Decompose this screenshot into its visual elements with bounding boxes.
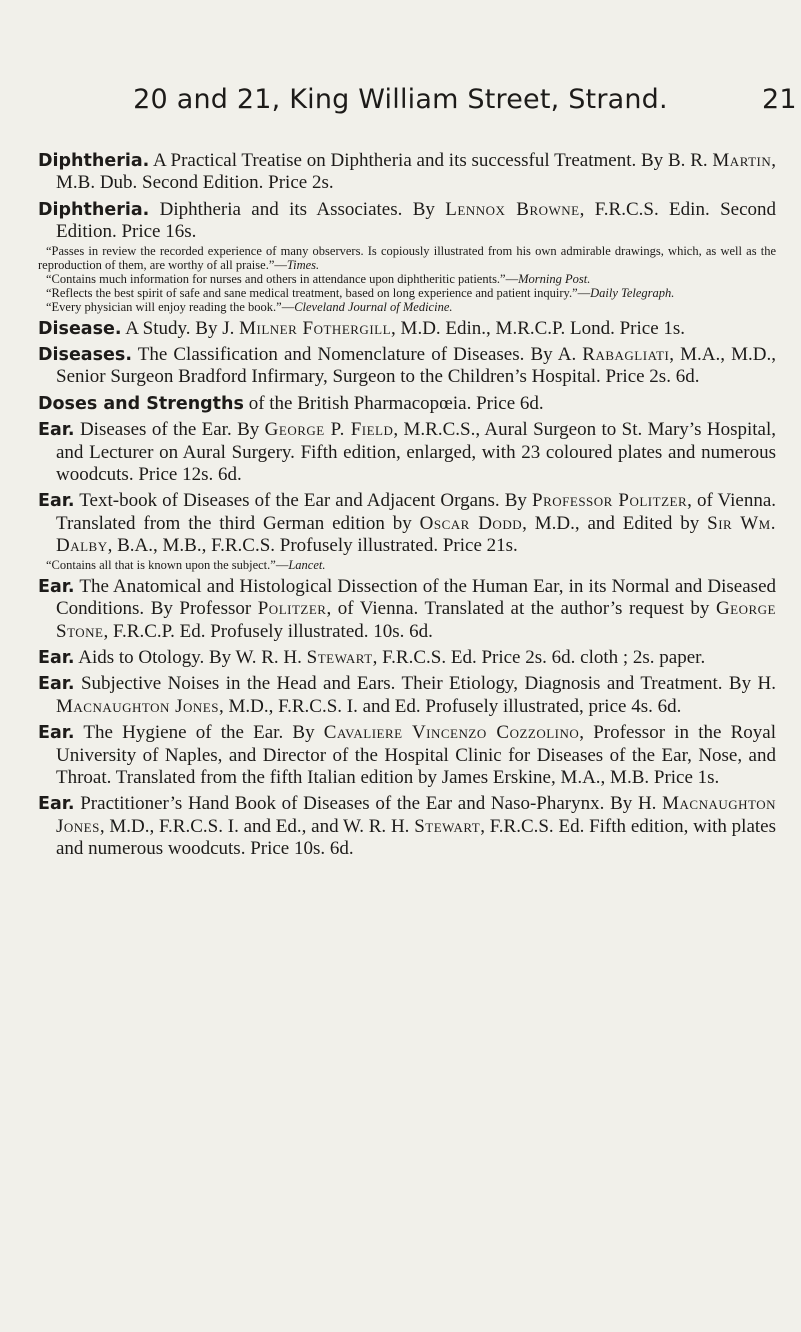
entry-description bbox=[38, 393, 776, 415]
entry-text: , F.R.C.P. Ed. Profusely illustrated. 10s. 6d. bbox=[103, 620, 433, 642]
review-source: Daily Telegraph. bbox=[590, 285, 675, 300]
author-name: Stewart bbox=[414, 815, 481, 837]
entry-text: The Anatomical and Histological Dissection of the Human Ear, in its Normal and Diseased Conditions. By Professor bbox=[56, 575, 776, 620]
entry-text: , M.D., F.R.C.S. I. and Ed. Profusely illustrated, price 4s. 6d. bbox=[218, 695, 682, 717]
entry-text: , of Vienna. Translated from the third German edition by bbox=[56, 490, 777, 534]
review-source: Morning Post. bbox=[518, 271, 591, 286]
entry-text: Aids to Otology. By W. R. H. bbox=[74, 646, 307, 668]
entry-text: of the British Pharmacopœia. Price 6d. bbox=[243, 392, 544, 414]
entry-text: Text-book of Diseases of the Ear and Adjacent Organs. By bbox=[74, 490, 533, 512]
page-number: 21 bbox=[762, 84, 797, 115]
author-name: Cavaliere Vincenzo Cozzolino bbox=[323, 722, 580, 744]
author-name: Stewart bbox=[306, 646, 373, 668]
review-quote: “Reflects the best spirit of safe and sane medical treatment, based on long experience and patient inquiry.”— bbox=[46, 285, 591, 300]
entry-text: , F.R.C.S. Ed. Fifth edition, with plates and numerous woodcuts. Price 10s. 6d. bbox=[56, 815, 776, 860]
author-name: Milner Fothergill bbox=[239, 317, 392, 339]
entry-headword: Ear. bbox=[38, 723, 75, 744]
author-name: Martin bbox=[712, 150, 772, 171]
press-review bbox=[38, 286, 776, 300]
press-review bbox=[38, 558, 776, 572]
catalogue-entry bbox=[38, 199, 776, 314]
catalogue-entry bbox=[38, 150, 776, 195]
author-name: Oscar Dodd bbox=[419, 512, 523, 534]
entry-text: , M.B. Dub. Second Edition. Price 2s. bbox=[56, 150, 776, 194]
publisher-address: 20 and 21, King William Street, Strand. bbox=[133, 84, 668, 115]
entry-description bbox=[38, 673, 776, 718]
author-name: Macnaughton Jones bbox=[56, 793, 776, 837]
entry-description bbox=[38, 576, 776, 643]
catalogue-entry bbox=[38, 793, 776, 860]
press-review bbox=[38, 272, 776, 286]
review-quote: “Passes in review the recorded experience of many observers. Is copiously illustrated from his own admirable drawings, which, as well as the reproduction of them, are worthy of all praise.”— bbox=[38, 243, 776, 272]
catalogue-entry bbox=[38, 576, 776, 643]
author-name: Professor Politzer bbox=[532, 490, 688, 512]
author-name: Rabagliati bbox=[582, 344, 670, 366]
entry-text: Diphtheria and its Associates. By bbox=[149, 198, 446, 220]
catalogue-entry bbox=[38, 722, 776, 789]
catalogue-entry bbox=[38, 490, 776, 571]
entry-headword: Ear. bbox=[38, 647, 75, 668]
entry-text: , F.R.C.S. Ed. Price 2s. 6d. cloth ; 2s. paper. bbox=[372, 646, 706, 668]
entry-description bbox=[38, 793, 776, 860]
entry-headword: Ear. bbox=[38, 674, 75, 695]
catalogue-entries bbox=[38, 150, 776, 865]
entry-text: Practitioner’s Hand Book of Diseases of the Ear and Naso-Pharynx. By H. bbox=[74, 793, 663, 815]
review-quote: “Contains much information for nurses and others in attendance upon diphtheritic patients.”— bbox=[46, 271, 519, 286]
review-quote: “Contains all that is known upon the subject.”— bbox=[46, 557, 289, 572]
entry-headword: Diseases. bbox=[38, 345, 132, 366]
entry-text: The Classification and Nomenclature of Diseases. By A. bbox=[131, 344, 583, 366]
entry-headword: Diphtheria. bbox=[38, 199, 150, 220]
entry-text: , M.D. Edin., M.R.C.P. Lond. Price 1s. bbox=[391, 317, 686, 339]
author-name: Lennox Browne bbox=[445, 198, 580, 220]
entry-text: Diseases of the Ear. By bbox=[74, 419, 265, 441]
entry-text: , M.A., M.D., Senior Surgeon Bradford Infirmary, Surgeon to the Children’s Hospital. Price 2s. 6d. bbox=[56, 344, 776, 388]
author-name: Politzer bbox=[257, 598, 327, 620]
catalogue-entry bbox=[38, 393, 776, 415]
entry-text: , B.A., M.B., F.R.C.S. Profusely illustrated. Price 21s. bbox=[107, 535, 518, 557]
entry-text: , Professor in the Royal University of Naples, and Director of the Hospital Clinic for Diseases of the Ear, Nose, and Throat. Translated from the fifth Italian edition by James Erskine, M.A., M.B. Price 1s. bbox=[56, 722, 776, 788]
catalogue-entry bbox=[38, 318, 776, 340]
entry-headword: Ear. bbox=[38, 576, 75, 597]
entry-text: A Practical Treatise on Diphtheria and its successful Treatment. By B. R. bbox=[149, 150, 713, 171]
catalogue-entry bbox=[38, 344, 776, 389]
entry-headword: Ear. bbox=[38, 420, 75, 441]
author-name: George Stone bbox=[56, 598, 776, 642]
entry-description bbox=[38, 647, 776, 669]
entry-description bbox=[38, 199, 776, 244]
entry-text: , M.D., F.R.C.S. I. and Ed., and W. R. H. bbox=[99, 815, 415, 837]
press-review bbox=[38, 244, 776, 272]
author-name: Sir Wm. Dalby bbox=[56, 512, 776, 557]
entry-text: Subjective Noises in the Head and Ears. Their Etiology, Diagnosis and Treatment. By H. bbox=[74, 673, 776, 695]
entry-description bbox=[38, 419, 776, 486]
entry-description bbox=[38, 344, 776, 389]
entry-description bbox=[38, 490, 776, 557]
entry-headword: Ear. bbox=[38, 794, 75, 815]
author-name: George P. Field bbox=[264, 419, 394, 441]
entry-headword: Disease. bbox=[38, 318, 122, 339]
catalogue-entry bbox=[38, 673, 776, 718]
entry-text: A Study. By J. bbox=[121, 317, 240, 339]
entry-headword: Ear. bbox=[38, 491, 75, 512]
catalogue-entry bbox=[38, 647, 776, 669]
entry-description bbox=[38, 722, 776, 789]
review-source: Cleveland Journal of Medicine. bbox=[294, 299, 453, 314]
entry-text: , M.D., and Edited by bbox=[522, 512, 708, 534]
review-source: Times. bbox=[286, 257, 320, 272]
author-name: Macnaughton Jones bbox=[56, 695, 219, 717]
entry-description bbox=[38, 150, 776, 195]
press-review bbox=[38, 300, 776, 314]
entry-text: , F.R.C.S. Edin. Second Edition. Price 16s. bbox=[56, 198, 776, 243]
entry-description bbox=[38, 318, 776, 340]
entry-headword: Doses and Strengths bbox=[38, 393, 244, 414]
entry-text: , of Vienna. Translated at the author’s request by bbox=[326, 598, 716, 620]
review-quote: “Every physician will enjoy reading the book.”— bbox=[46, 299, 295, 314]
review-source: Lancet. bbox=[288, 557, 326, 572]
entry-headword: Diphtheria. bbox=[38, 151, 150, 171]
entry-text: The Hygiene of the Ear. By bbox=[74, 722, 324, 744]
catalogue-entry bbox=[38, 419, 776, 486]
entry-text: , M.R.C.S., Aural Surgeon to St. Mary’s Hospital, and Lecturer on Aural Surgery. Fifth edition, enlarged, with 23 coloured plates and numerous woodcuts. Price 12s. 6d. bbox=[56, 419, 776, 486]
